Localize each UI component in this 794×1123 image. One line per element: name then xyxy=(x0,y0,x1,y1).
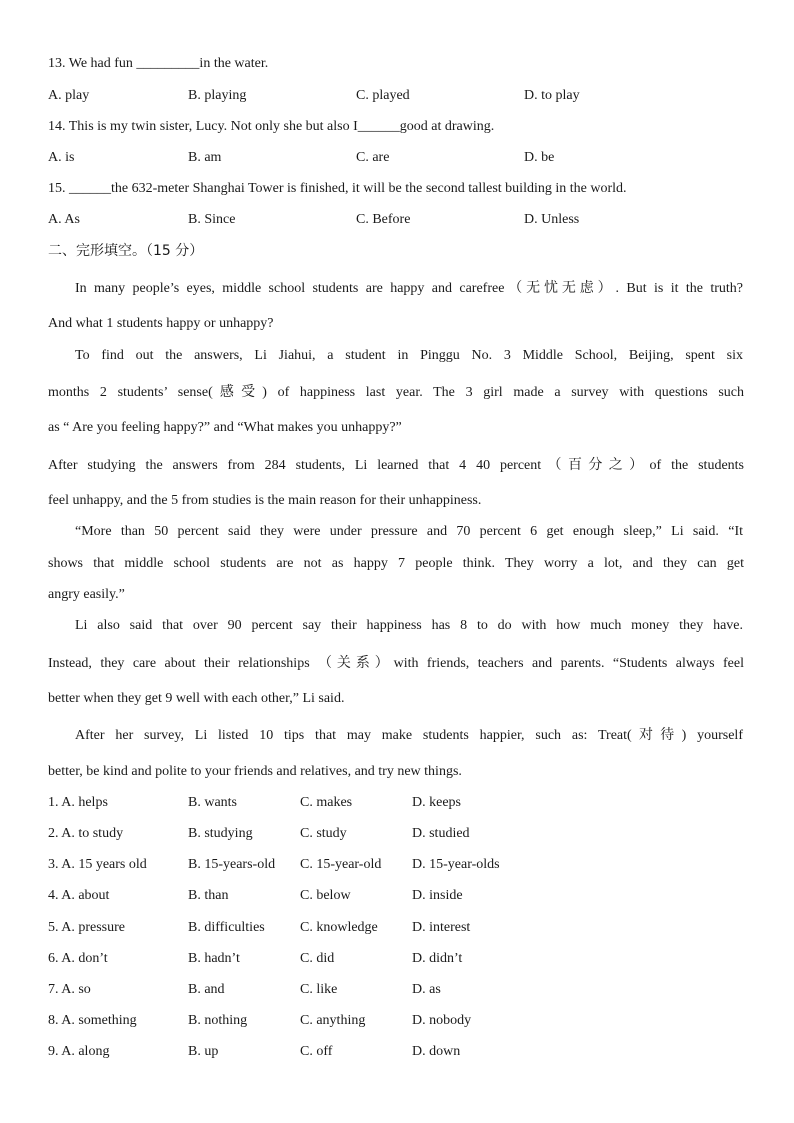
answer-2-option-a: 2. A. to study xyxy=(48,826,124,841)
question-13-stem: 13. We had fun _________in the water. xyxy=(48,56,269,71)
answer-4-option-a: 4. A. about xyxy=(48,888,110,903)
passage-p1-line2: And what 1 students happy or unhappy? xyxy=(48,316,274,331)
answer-4-option-d: D. inside xyxy=(412,888,463,903)
passage-p2-line2: months 2 students’ sense(感受) of happiness last year. The 3 girl made a survey with questions such xyxy=(48,385,744,400)
question-15-option-a: A. As xyxy=(48,212,80,227)
question-14-stem: 14. This is my twin sister, Lucy. Not only she but also I______good at drawing. xyxy=(48,119,495,134)
answer-7-option-b: B. and xyxy=(188,982,225,997)
answer-5-option-a: 5. A. pressure xyxy=(48,920,125,935)
passage-p5-line2: Instead, they care about their relationships （关系）with friends, teachers and parents. “Students always feel xyxy=(48,656,744,671)
answer-2-option-b: B. studying xyxy=(188,826,253,841)
answer-5-option-d: D. interest xyxy=(412,920,471,935)
answer-3-option-a: 3. A. 15 years old xyxy=(48,857,147,872)
answer-6-option-b: B. hadn’t xyxy=(188,951,240,966)
passage-p5-line1: Li also said that over 90 percent say their happiness has 8 to do with how much money they have. xyxy=(75,618,743,633)
passage-p3-line1: After studying the answers from 284 students, Li learned that 4 40 percent（百分之）of the students xyxy=(48,458,744,473)
question-14-option-c: C. are xyxy=(356,150,390,165)
passage-p4-line3: angry easily.” xyxy=(48,587,125,602)
answer-4-option-c: C. below xyxy=(300,888,351,903)
answer-9-option-b: B. up xyxy=(188,1044,219,1059)
passage-p2-line1: To find out the answers, Li Jiahui, a student in Pinggu No. 3 Middle School, Beijing, spent six xyxy=(75,348,743,363)
question-13-option-b: B. playing xyxy=(188,88,247,103)
question-14-option-d: D. be xyxy=(524,150,555,165)
answer-8-option-d: D. nobody xyxy=(412,1013,472,1028)
section-heading: 二、完形填空。（15 分） xyxy=(48,243,204,259)
answer-3-option-c: C. 15-year-old xyxy=(300,857,382,872)
passage-p5-line3: better when they get 9 well with each other,” Li said. xyxy=(48,691,345,706)
answer-7-option-d: D. as xyxy=(412,982,441,997)
question-13-option-c: C. played xyxy=(356,88,410,103)
answer-1-option-c: C. makes xyxy=(300,795,353,810)
answer-9-option-c: C. off xyxy=(300,1044,333,1059)
answer-3-option-d: D. 15-year-olds xyxy=(412,857,500,872)
answer-8-option-c: C. anything xyxy=(300,1013,366,1028)
question-15-stem: 15. ______the 632-meter Shanghai Tower is finished, it will be the second tallest building in the world. xyxy=(48,181,627,196)
answer-7-option-a: 7. A. so xyxy=(48,982,91,997)
passage-p1-line1: In many people’s eyes, middle school students are happy and carefree（无忧无虑）. But is it the truth? xyxy=(75,281,743,296)
answer-1-option-a: 1. A. helps xyxy=(48,795,108,810)
passage-p2-line3: as “ Are you feeling happy?” and “What makes you unhappy?” xyxy=(48,420,402,435)
question-15-option-b: B. Since xyxy=(188,212,236,227)
answer-7-option-c: C. like xyxy=(300,982,338,997)
answer-6-option-a: 6. A. don’t xyxy=(48,951,108,966)
passage-p6-line2: better, be kind and polite to your friends and relatives, and try new things. xyxy=(48,764,462,779)
question-14-option-a: A. is xyxy=(48,150,75,165)
answer-1-option-d: D. keeps xyxy=(412,795,461,810)
passage-p4-line1: “More than 50 percent said they were under pressure and 70 percent 6 get enough sleep,” Li said. “It xyxy=(75,524,743,539)
question-13-option-a: A. play xyxy=(48,88,90,103)
question-15-option-d: D. Unless xyxy=(524,212,580,227)
passage-p3-line2: feel unhappy, and the 5 from studies is the main reason for their unhappiness. xyxy=(48,493,482,508)
passage-p4-line2: shows that middle school students are not as happy 7 people think. They worry a lot, and they can get xyxy=(48,556,744,571)
question-13-option-d: D. to play xyxy=(524,88,580,103)
answer-4-option-b: B. than xyxy=(188,888,229,903)
answer-6-option-c: C. did xyxy=(300,951,335,966)
answer-2-option-d: D. studied xyxy=(412,826,470,841)
answer-1-option-b: B. wants xyxy=(188,795,237,810)
question-14-option-b: B. am xyxy=(188,150,222,165)
answer-9-option-d: D. down xyxy=(412,1044,461,1059)
answer-8-option-a: 8. A. something xyxy=(48,1013,137,1028)
passage-p6-line1: After her survey, Li listed 10 tips that may make students happier, such as: Treat(对待) yourself xyxy=(75,728,743,743)
answer-6-option-d: D. didn’t xyxy=(412,951,463,966)
answer-8-option-b: B. nothing xyxy=(188,1013,248,1028)
answer-3-option-b: B. 15-years-old xyxy=(188,857,276,872)
answer-5-option-c: C. knowledge xyxy=(300,920,378,935)
answer-5-option-b: B. difficulties xyxy=(188,920,265,935)
question-15-option-c: C. Before xyxy=(356,212,411,227)
answer-9-option-a: 9. A. along xyxy=(48,1044,110,1059)
answer-2-option-c: C. study xyxy=(300,826,347,841)
